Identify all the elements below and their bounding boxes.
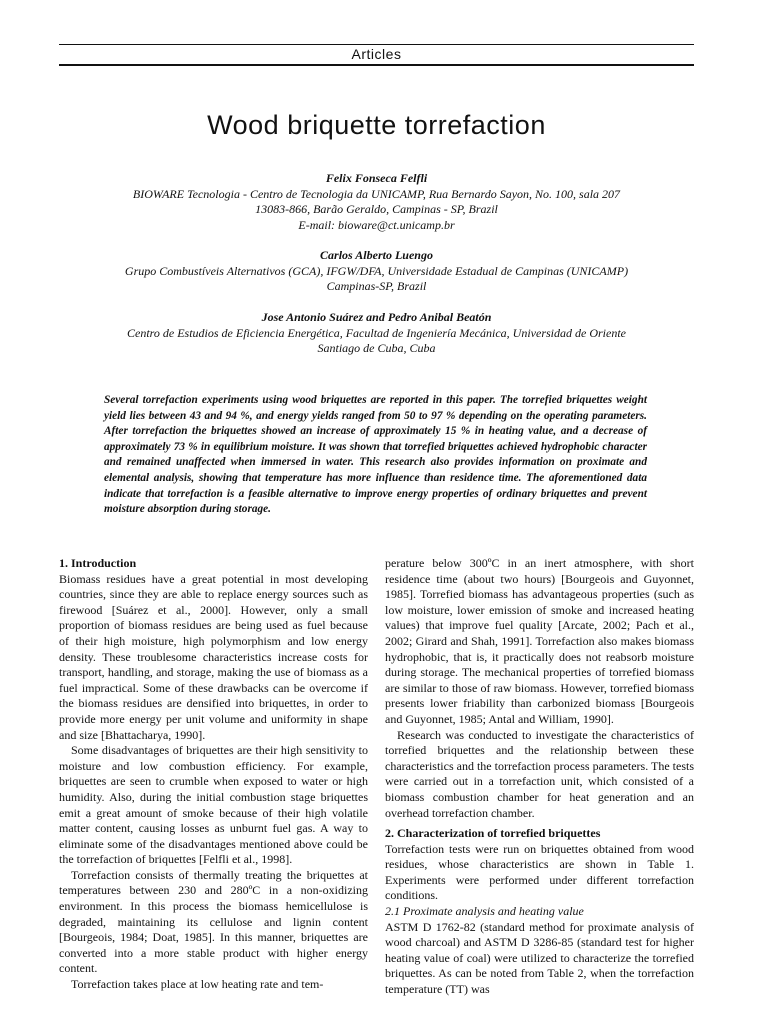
affiliation-line: Grupo Combustíveis Alternativos (GCA), IFGW/DFA, Universidade Estadual de Campinas (UNICAMP): [124, 263, 629, 278]
affiliation-line: Centro de Estudios de Eficiencia Energética, Facultad de Ingeniería Mecánica, Universidad de Oriente: [127, 325, 626, 340]
paragraph: Biomass residues have a great potential in most developing countries, since they are able to replace energy sources such as firewood [Suárez et al., 2000]. However, only a small proportion of biomass residues are being used as fuel because of their high moisture, high polymorphism and low energy density. These troublesome characteristics increase costs for transport, handling, and storage, making the use of biomass as a fuel impractical. Some of these drawbacks can be overcome if the biomass residues are densified into briquettes, in order to provide more energy per unit volume and uniformity in shape and size [Bhattacharya, 1990].: [59, 571, 368, 742]
affiliation-line: BIOWARE Tecnologia - Centro de Tecnologia da UNICAMP, Rua Bernardo Sayon, No. 100, sala 207: [132, 186, 621, 201]
author-block-3: [59, 310, 694, 357]
right-column: [385, 556, 694, 998]
abstract: Several torrefaction experiments using wood briquettes are reported in this paper. The torrefied briquettes weight yield lies between 43 and 94 %, and energy yields ranged from 50 to 97 % depending on the operating parameters. After torrefaction the briquettes showed an increase of approximately 15 % in heating value, and a decrease of approximately 73 % in equilibrium moisture. It was shown that torrefied briquettes achieved hydrophobic character and remained unaffected when immersed in water. This research also provides information on proximate and elemental analysis, showing that temperature has more influence than residence time. The aforementioned data indicate that torrefaction is a feasible alternative to improve energy properties of ordinary briquettes and prevent moisture absorption during storage.: [104, 394, 647, 516]
section-label: Articles: [351, 46, 402, 62]
author-name: Carlos Alberto Luengo: [320, 248, 433, 262]
paragraph: ASTM D 1762-82 (standard method for proximate analysis of wood charcoal) and ASTM D 3286-85 (standard test for higher heating value of coal) were utilized to characterize the torrefied briquettes. As can be noted from Table 2, when the torrefaction temperature (TT) was: [385, 919, 694, 997]
paragraph: Research was conducted to investigate the characteristics of torrefied briquettes and the relationship between these characteristics and the torrefaction process parameters. The tests were carried out in a torrefaction unit, which consisted of a biomass combustion chamber for heat generation and an overhead torrefaction chamber.: [385, 727, 694, 820]
author-name: Jose Antonio Suárez and Pedro Anibal Beatón: [261, 310, 492, 324]
paragraph: Torrefaction tests were run on briquettes obtained from wood residues, whose characteristics are shown in Table 1. Experiments were performed under different torrefaction conditions.: [385, 841, 694, 903]
author-block-2: [59, 248, 694, 295]
author-name: Felix Fonseca Felfli: [325, 171, 428, 185]
paragraph: Some disadvantages of briquettes are their high sensitivity to moisture and low combustion efficiency. For example, briquettes are seen to crumble when exposed to water or high humidity. Also, during the initial combustion stage briquettes emit a great amount of smoke because of their high volatile matter content, causing losses as unburnt fuel gas. A way to eliminate some of the disadvantages mentioned above could be the torrefaction of briquettes [Felfli et al., 1998].: [59, 743, 368, 867]
paragraph-continuation: perature below 300ºC in an inert atmosphere, with short residence time (about two hours) [Bourgeois and Guyonnet, 1985]. Torrefied biomass has advantageous properties (such as low moisture, lower emission of smoke and increased heating values) that improve fuel quality [Arcate, 2002; Pach et al., 2002; Girard and Shah, 1991]. Torrefaction also makes biomass hydrophobic, that is, it practically does not reabsorb moisture during storage. The mechanical properties of torrefied biomass are similar to those of raw biomass. However, torrefied biomass presents lower friability than carbonized biomass [Bourgeois and Guyonnet, 1985; Antal and William, 1990].: [385, 556, 694, 726]
affiliation-line: 13083-866, Barão Geraldo, Campinas - SP, Brazil: [255, 202, 498, 217]
header-rule-bottom: [59, 64, 694, 66]
header-rule-top: [59, 44, 694, 45]
section-heading-characterization: 2. Characterization of torrefied briquettes: [385, 826, 601, 841]
subsection-heading: 2.1 Proximate analysis and heating value: [385, 904, 584, 919]
author-block-1: [59, 171, 694, 233]
affiliation-line: Santiago de Cuba, Cuba: [317, 341, 436, 356]
left-column: [59, 556, 368, 993]
section-heading-introduction: 1. Introduction: [59, 556, 137, 570]
affiliation-line: Campinas-SP, Brazil: [326, 279, 427, 294]
paragraph: Torrefaction consists of thermally treating the briquettes at temperatures between 230 and 280ºC in a non-oxidizing environment. In this process the biomass hemicellulose is degraded, maintaining its cellulose and lignin content [Bourgeois, 1984; Doat, 1985]. In this manner, briquettes are converted into a more stable product with higher energy content.: [59, 867, 368, 976]
paragraph: Torrefaction takes place at low heating rate and tem-: [71, 977, 324, 992]
email-line: E-mail: bioware@ct.unicamp.br: [298, 217, 455, 232]
article-title: Wood briquette torrefaction: [207, 110, 546, 140]
